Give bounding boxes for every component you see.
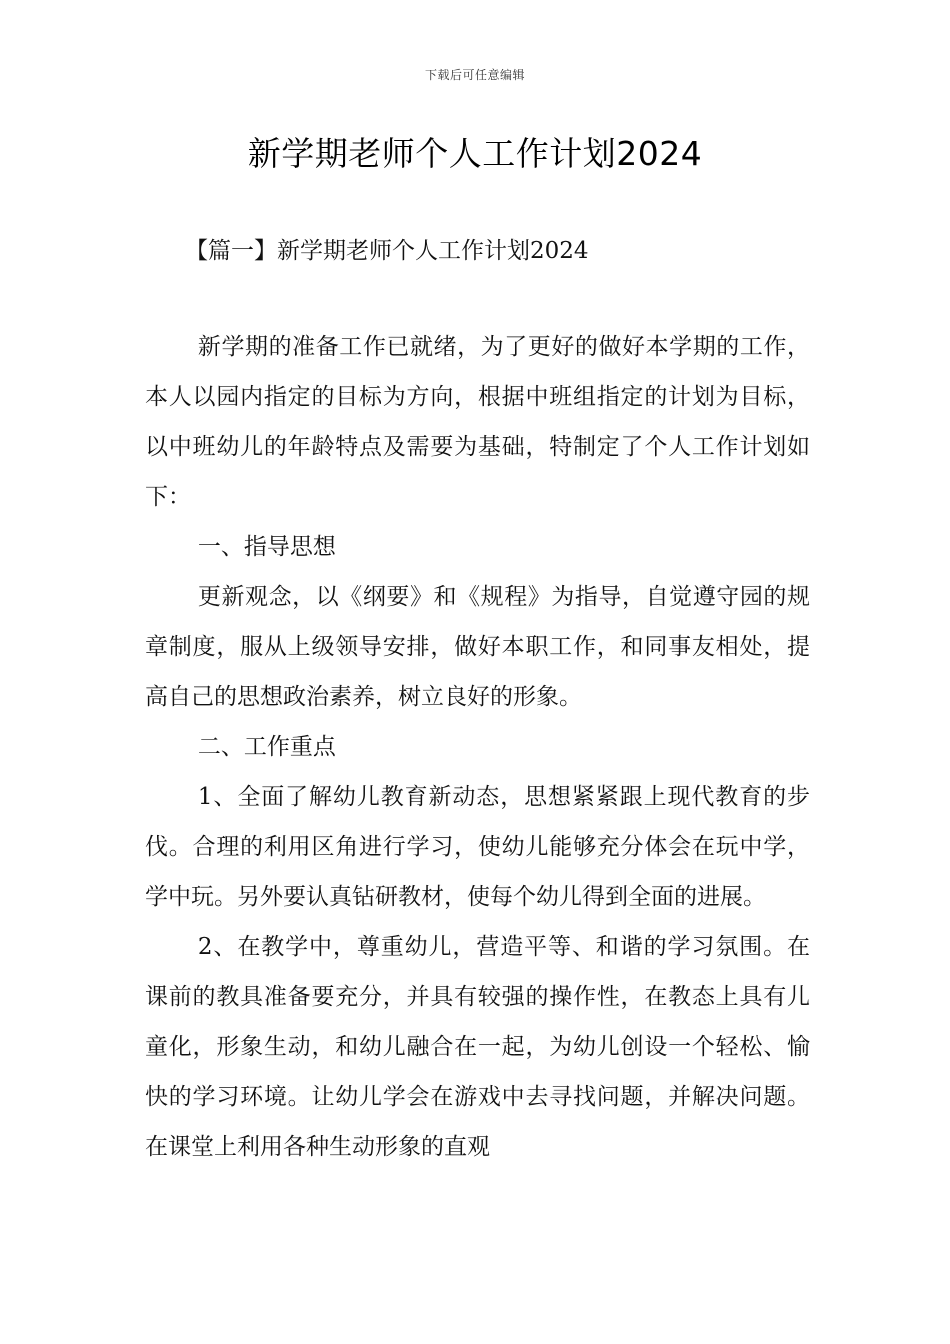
section-heading: 【篇一】新学期老师个人工作计划2024 [185,238,589,264]
document-title: 新学期老师个人工作计划2024 [247,134,703,173]
paragraph-focus-1: 1、全面了解幼儿教育新动态，思想紧紧跟上现代教育的步伐。合理的利用区角进行学习，使幼儿能够充分体会在玩中学，学中玩。另外要认真钻研教材，使每个幼儿得到全面的进展。 [145,784,810,910]
paragraph-guiding-thought: 更新观念，以《纲要》和《规程》为指导，自觉遵守园的规章制度，服从上级领导安排，做好本职工作，和同事友相处，提高自己的思想政治素养，树立良好的形象。 [145,584,810,710]
heading-guiding-thought: 一、指导思想 [197,534,336,560]
paragraph-focus-2: 2、在教学中，尊重幼儿，营造平等、和谐的学习氛围。在课前的教具准备要充分，并具有较强的操作性，在教态上具有儿童化，形象生动，和幼儿融合在一起，为幼儿创设一个轻松、愉快的学习环境。让幼儿学会在游戏中去寻找问题，并解决问题。在课堂上利用各种生动形象的直观 [145,934,810,1160]
header-note: 下载后可任意编辑 [424,68,525,82]
paragraph-intro: 新学期的准备工作已就绪，为了更好的做好本学期的工作，本人以园内指定的目标为方向，根据中班组指定的计划为目标，以中班幼儿的年龄特点及需要为基础，特制定了个人工作计划如下： [145,334,810,510]
heading-work-focus: 二、工作重点 [197,734,336,760]
body-text [145,322,810,1172]
